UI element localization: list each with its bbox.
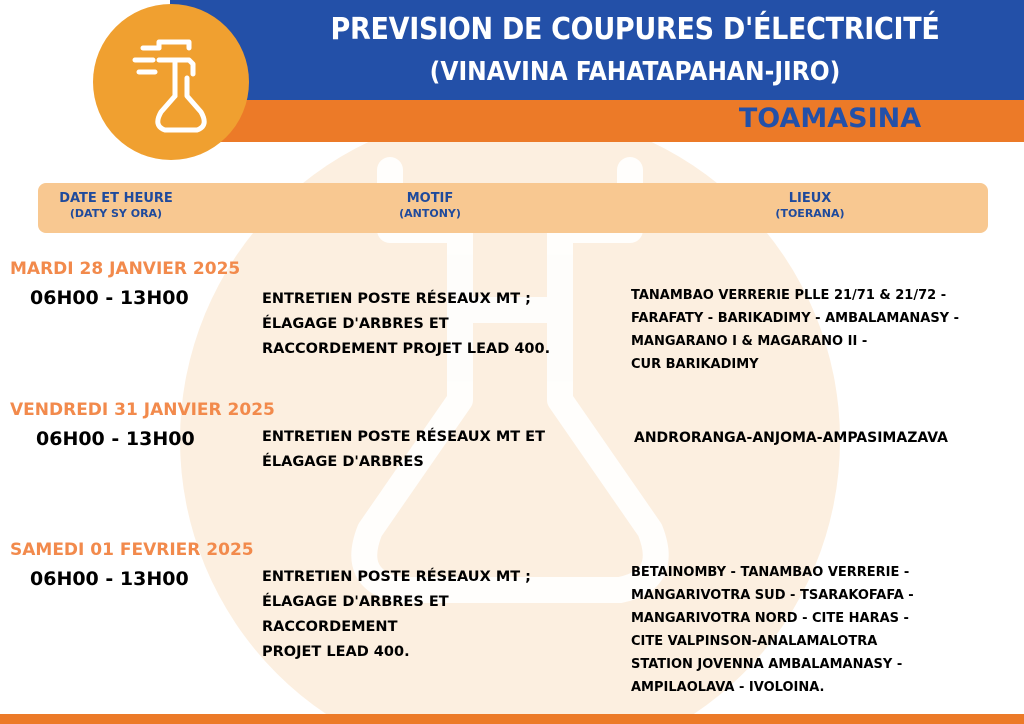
motif-line: ENTRETIEN POSTE RÉSEAUX MT ET (262, 429, 545, 445)
entry-lieux (631, 284, 959, 376)
entry-time: 06H00 - 13H00 (30, 568, 189, 590)
page-title: PREVISION DE COUPURES D'ÉLECTRICITÉ (330, 12, 940, 47)
motif-line: RACCORDEMENT (262, 619, 398, 635)
page-subtitle: (VINAVINA FAHATAPAHAN-JIRO) (429, 57, 841, 87)
lieux-line: TANAMBAO VERRERIE PLLE 21/71 & 21/72 - (631, 288, 947, 303)
lieux-line: MANGARIVOTRA SUD - TSARAKOFAFA - (631, 588, 914, 603)
column-sublabel: (DATY SY ORA) (69, 207, 163, 220)
entry-day: MARDI 28 JANVIER 2025 (10, 259, 241, 279)
motif-line: ENTRETIEN POSTE RÉSEAUX MT ; (262, 291, 531, 307)
column-header-motif (340, 191, 520, 220)
motif-line: ÉLAGAGE D'ARBRES (262, 454, 424, 470)
motif-line: ÉLAGAGE D'ARBRES ET (262, 316, 449, 332)
lieux-line: BETAINOMBY - TANAMBAO VERRERIE - (631, 565, 910, 580)
column-label: MOTIF (406, 191, 454, 206)
motif-line: RACCORDEMENT PROJET LEAD 400. (262, 341, 551, 357)
column-label: DATE ET HEURE (59, 191, 173, 206)
entry-day: SAMEDI 01 FEVRIER 2025 (10, 540, 254, 560)
column-header-lieux (720, 191, 900, 220)
water-tap-icon (93, 4, 249, 160)
lieux-line: MANGARANO I & MAGARANO II - (631, 334, 868, 349)
entry-lieux (634, 427, 948, 450)
logo (93, 4, 249, 160)
column-header-date (40, 191, 192, 220)
city-name: TOAMASINA (738, 103, 922, 134)
column-sublabel: (ANTONY) (399, 207, 461, 220)
entry-time: 06H00 - 13H00 (36, 428, 195, 450)
entry-motif (262, 565, 531, 665)
motif-line: PROJET LEAD 400. (262, 644, 410, 660)
lieux-line: MANGARIVOTRA NORD - CITE HARAS - (631, 611, 909, 626)
lieux-line: STATION JOVENNA AMBALAMANASY - (631, 657, 903, 672)
lieux-line: FARAFATY - BARIKADIMY - AMBALAMANASY - (631, 311, 960, 326)
footer-orange-band (0, 714, 1024, 724)
motif-line: ÉLAGAGE D'ARBRES ET (262, 594, 449, 610)
column-sublabel: (TOERANA) (775, 207, 845, 220)
entry-motif (262, 425, 545, 475)
motif-line: ENTRETIEN POSTE RÉSEAUX MT ; (262, 569, 531, 585)
entry-day: VENDREDI 31 JANVIER 2025 (10, 400, 275, 420)
lieux-line: AMPILAOLAVA - IVOLOINA. (631, 680, 825, 695)
lieux-line: CITE VALPINSON-ANALAMALOTRA (631, 634, 878, 649)
lieux-line: CUR BARIKADIMY (631, 357, 759, 372)
column-label: LIEUX (788, 191, 832, 206)
entry-time: 06H00 - 13H00 (30, 287, 189, 309)
lieux-line: ANDRORANGA-ANJOMA-AMPASIMAZAVA (634, 430, 948, 446)
entry-lieux (631, 561, 914, 699)
entry-motif (262, 287, 550, 362)
